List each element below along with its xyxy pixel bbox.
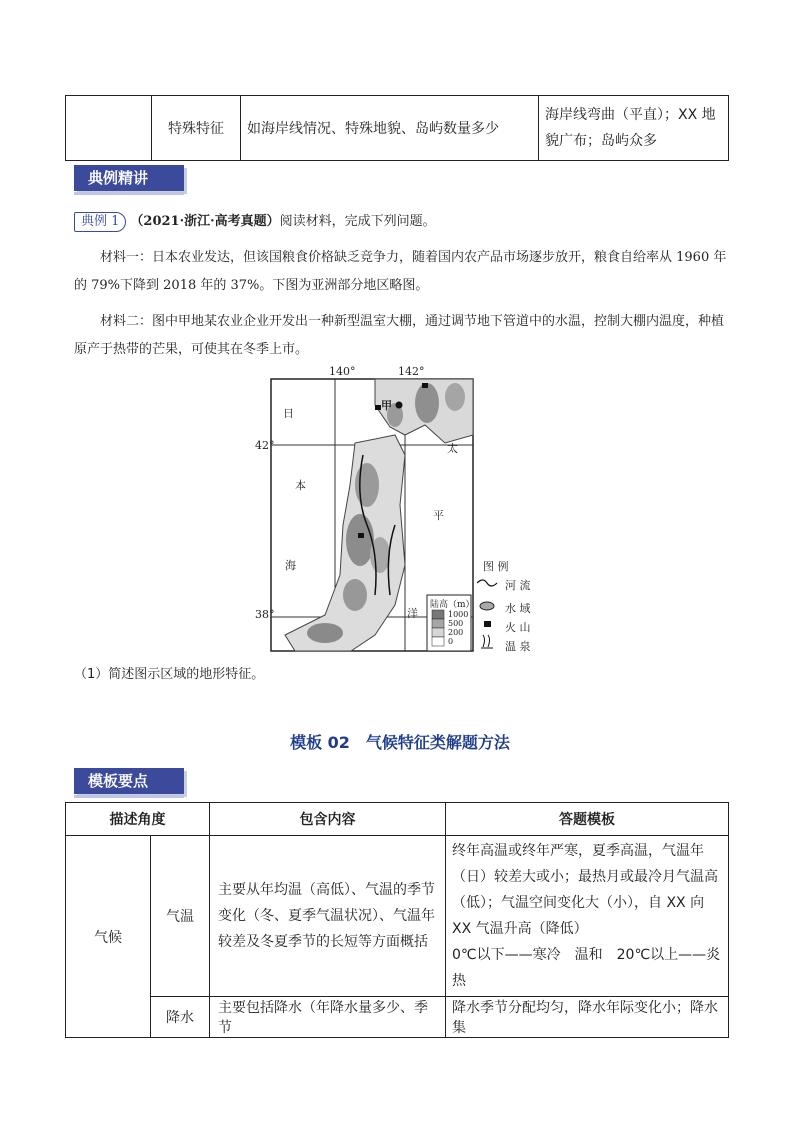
- table-header-row: [66, 803, 729, 836]
- table-row: [66, 836, 729, 997]
- answer-cell: [446, 836, 729, 997]
- elevation-title: 陆高（m）: [430, 600, 475, 610]
- legend-item-hotspring: 温 泉: [505, 640, 531, 653]
- material-1: 材料一：日本农业发达，但该国粮食价格缺乏竞争力，随着国内农产品市场逐步放开，粮食自给率从 1960 年的 79%下降到 2018 年的 37%。下图为亚洲部分地区略图。: [74, 250, 727, 293]
- sea-label: 洋: [407, 607, 418, 620]
- example-tag: 典例 1: [74, 212, 126, 232]
- sea-label: 日: [283, 407, 294, 420]
- header-cell: 包含内容: [210, 803, 446, 836]
- feature-table: [65, 95, 729, 161]
- header-cell: 描述角度: [66, 803, 210, 836]
- section-header-examples: 典例精讲: [74, 165, 184, 191]
- answer-cell: 降水季节分配均匀，降水年际变化小；降水集: [446, 997, 729, 1038]
- group-cell: 气候: [66, 836, 151, 1038]
- lat-label: 38°: [255, 608, 275, 621]
- place-label-jia: 甲: [381, 399, 392, 412]
- lat-label: 42°: [255, 439, 275, 452]
- table-row: [66, 96, 729, 161]
- answer-text: 终年高温或终年严寒，夏季高温，气温年（日）较差大或小；最热月或最冷月气温高（低）；气温空间变化大（小），自 XX 向 XX 气温升高（降低）: [452, 843, 718, 937]
- answer-extra: 0℃以下——寒冷 温和 20℃以上——炎热: [452, 947, 721, 989]
- template-title: [270, 730, 530, 758]
- legend-item-river: 河 流: [505, 579, 531, 592]
- legend-item-water: 水 域: [505, 602, 531, 615]
- sea-label: 本: [295, 479, 306, 492]
- legend-title: 图 例: [483, 560, 509, 573]
- header-cell: 答题模板: [446, 803, 729, 836]
- map-svg: [255, 365, 545, 655]
- content-cell: 主要包括降水（年降水量多少、季节: [210, 997, 446, 1038]
- material-2: 材料二：图中甲地某农业企业开发出一种新型温室大棚，通过调节地下管道中的水温，控制大棚内温度，种植原产于热带的芒果，可使其在冬季上市。: [74, 314, 725, 357]
- template-title-text: 模板 02 气候特征类解题方法: [290, 733, 510, 752]
- section-header-points: 模板要点: [74, 768, 184, 794]
- sea-label: 平: [433, 509, 444, 522]
- example-heading: [74, 208, 730, 236]
- climate-table: [65, 802, 729, 1038]
- sub-cell: 降水: [151, 997, 210, 1038]
- sea-label: 海: [285, 559, 296, 572]
- sea-label: 太: [447, 442, 458, 455]
- legend-item-volcano: 火 山: [505, 621, 531, 634]
- content-cell: 主要从年均温（高低）、气温的季节变化（冬、夏季气温状况）、气温年较差及冬夏季节的长短等方面概括: [210, 836, 446, 997]
- elevation-value: 0: [448, 637, 454, 646]
- table-cell: 特殊特征: [152, 96, 241, 161]
- elevation-value: 500: [448, 619, 464, 628]
- table-row: [66, 997, 729, 1038]
- lon-label: 142°: [398, 365, 425, 378]
- example-prompt: 阅读材料，完成下列问题。: [279, 214, 436, 229]
- table-cell: 如海岸线情况、特殊地貌、岛屿数量多少: [241, 96, 539, 161]
- map-figure: [255, 365, 545, 655]
- lon-label: 140°: [329, 365, 356, 378]
- table-cell: 海岸线弯曲（平直）；XX 地貌广布；岛屿众多: [539, 96, 729, 161]
- example-source: （2021·浙江·高考真题）: [130, 214, 280, 229]
- question-1: （1）简述图示区域的地形特征。: [74, 667, 265, 682]
- sub-cell: 气温: [151, 836, 210, 997]
- elevation-value: 200: [448, 628, 464, 637]
- table-cell: [66, 96, 152, 161]
- elevation-value: 1000: [448, 610, 469, 619]
